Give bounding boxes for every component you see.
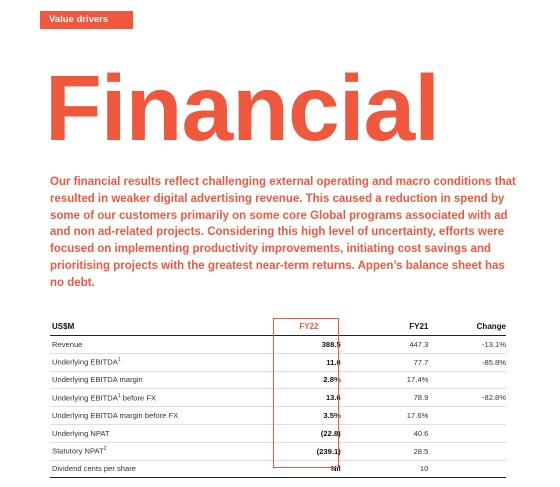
row-label: Underlying NPAT — [52, 428, 110, 438]
section-tag: Value drivers — [40, 11, 133, 29]
cell-fy22: Nil — [331, 464, 341, 474]
row-label: Dividend cents per share — [52, 464, 136, 474]
row-label: Underlying EBITDA — [52, 393, 118, 403]
cell-label — [50, 446, 273, 456]
footnote-marker: 1 — [117, 357, 121, 364]
cell-label — [50, 340, 273, 349]
header-fy21: FY21 — [409, 322, 429, 331]
cell-fy21: 447.3 — [409, 339, 429, 349]
row-label: Underlying EBITDA margin before FX — [52, 411, 179, 421]
cell-change: -85.8% — [481, 357, 506, 367]
cell-fy21: 77.7 — [413, 357, 429, 367]
table-row — [50, 443, 506, 461]
table-row — [50, 389, 506, 407]
cell-label — [50, 429, 273, 438]
cell-change: -82.8% — [481, 393, 506, 403]
cell-label — [50, 464, 273, 473]
footnote-marker: 2 — [103, 446, 107, 453]
table-row — [50, 354, 506, 372]
table-row — [50, 407, 506, 425]
table-row — [50, 461, 506, 479]
page-title: Financial — [45, 56, 440, 160]
row-label: Underlying EBITDA margin — [52, 375, 143, 385]
row-label: Underlying EBITDA — [52, 357, 118, 367]
cell-fy22: 13.6 — [325, 393, 341, 403]
footnote-marker: 1 — [117, 393, 121, 400]
cell-fy21: 28.5 — [413, 446, 429, 456]
cell-fy22: (239.1) — [316, 446, 341, 456]
cell-fy22: 388.5 — [321, 339, 341, 349]
header-fy22: FY22 — [299, 322, 319, 331]
row-label: Statutory NPAT — [52, 446, 104, 456]
cell-fy22: 2.8% — [323, 375, 341, 385]
financial-table — [50, 318, 506, 478]
cell-fy21: 17.6% — [406, 411, 429, 421]
table-row — [50, 425, 506, 443]
row-label-suffix: before FX — [120, 393, 157, 403]
cell-label — [50, 375, 273, 384]
cell-label — [50, 411, 273, 420]
cell-fy22: 11.0 — [326, 357, 341, 367]
cell-label — [50, 393, 273, 403]
cell-fy21: 17.4% — [406, 375, 429, 385]
intro-paragraph: Our financial results reflect challenging external operating and macro conditions that resulted in weaker digital advertising revenue. This caused a reduction in spend by some of our customers primarily on some core Global programs associated with ad and non ad-related projects. Considering this high level of uncertainty, efforts were focused on implementing productivity improvements, initiating cost savings and prioritising projects with the greatest near-term returns. Appen’s balance sheet has no debt. — [50, 176, 516, 289]
cell-fy21: 10 — [419, 464, 429, 474]
table-row — [50, 336, 506, 354]
header-change: Change — [476, 322, 506, 331]
header-label: US$M — [52, 322, 75, 331]
table-row — [50, 372, 506, 390]
cell-label — [50, 357, 273, 367]
row-label: Revenue — [52, 339, 83, 349]
cell-change: -13.1% — [481, 339, 506, 349]
table-header-row — [50, 318, 506, 336]
cell-fy21: 78.9 — [413, 393, 429, 403]
cell-fy21: 40.6 — [413, 428, 429, 438]
cell-fy22: 3.5% — [323, 411, 341, 421]
cell-fy22: (22.8) — [320, 428, 341, 438]
